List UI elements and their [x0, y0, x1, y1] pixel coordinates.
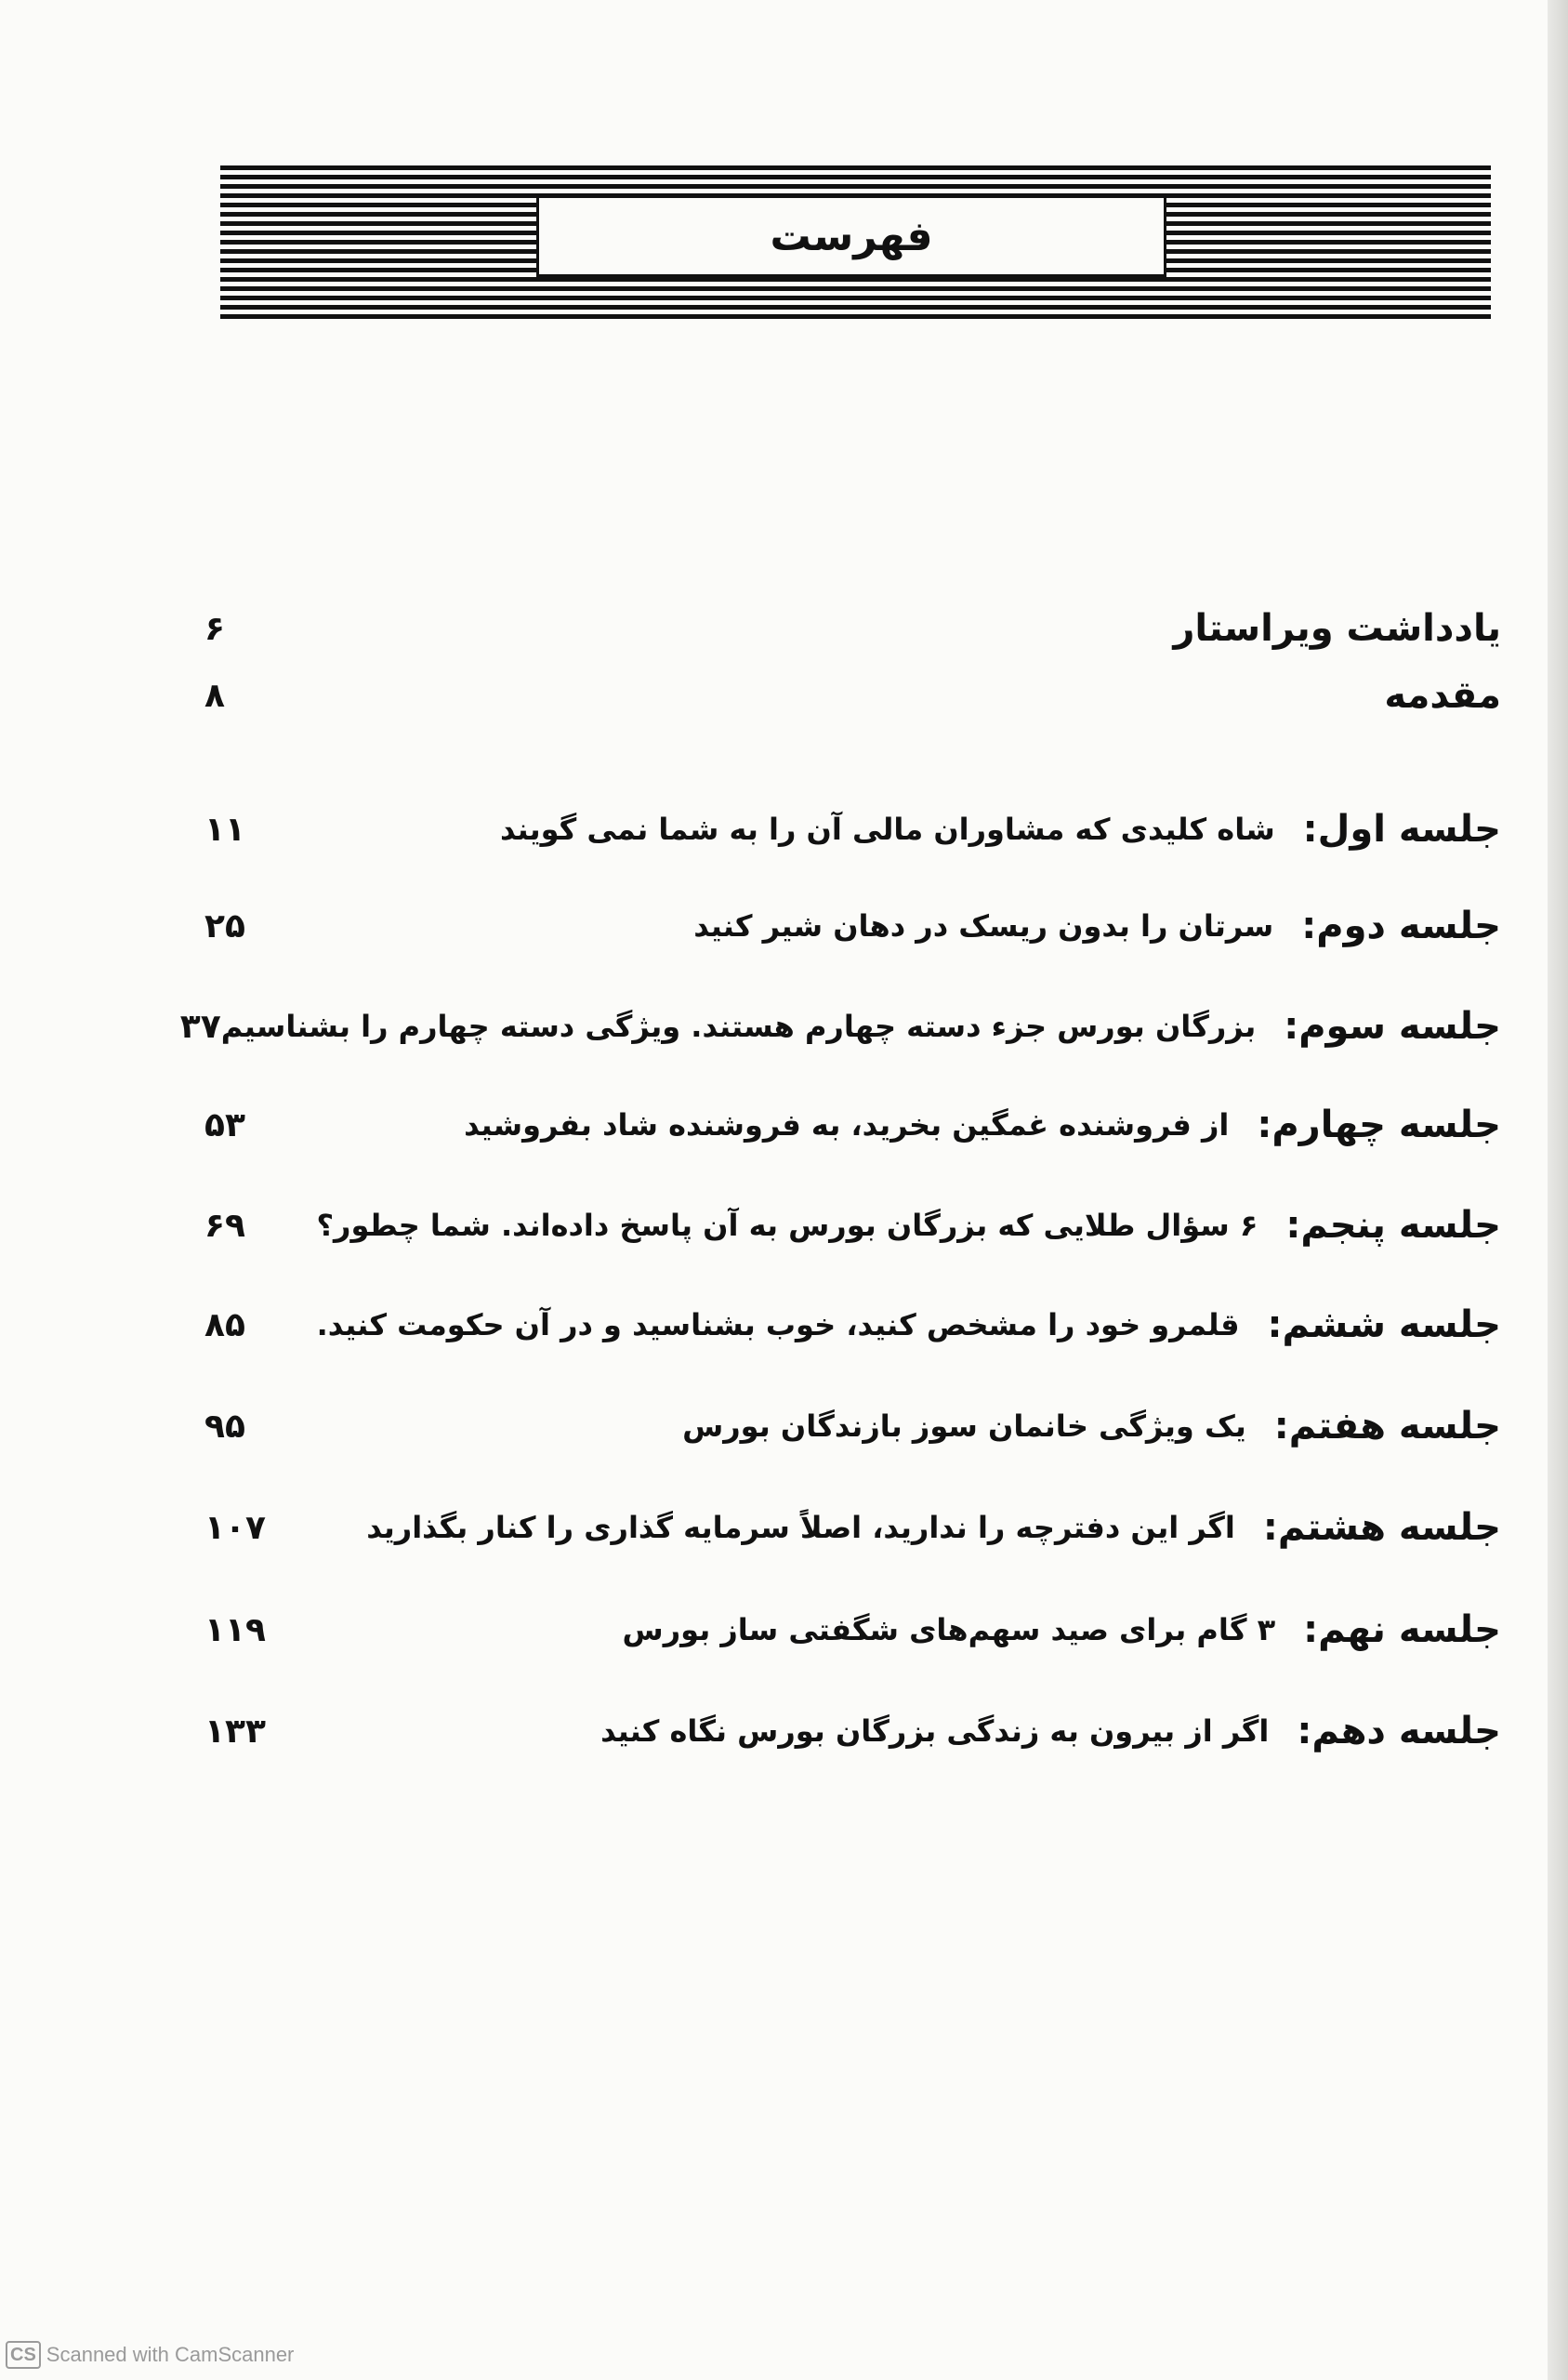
toc-page-number: ۲۵ [204, 906, 245, 945]
toc-page-number: ۹۵ [204, 1407, 245, 1446]
toc-label: جلسه چهارم: [1257, 1104, 1501, 1146]
toc-title: بزرگان بورس جزء دسته چهارم هستند. ویژگی دسته چهارم را بشناسیم [220, 1009, 1257, 1044]
toc-label: جلسه سوم: [1284, 1005, 1501, 1048]
toc-title: سرتان را بدون ریسک در دهان شیر کنید [693, 908, 1274, 944]
toc-label: جلسه هشتم: [1262, 1506, 1501, 1549]
toc-label: یادداشت ویراستار [1173, 607, 1501, 650]
toc-row-session-5 [204, 1188, 1501, 1263]
toc-title: از فروشنده غمگین بخرید، به فروشنده شاد بفروشید [464, 1107, 1230, 1143]
toc-page-number: ۶ [204, 609, 225, 648]
toc-row-session-2 [204, 889, 1501, 963]
toc-title: اگر این دفترچه را ندارید، اصلاً سرمایه گذاری را کنار بگذارید [366, 1510, 1235, 1545]
toc-row-session-6 [204, 1288, 1501, 1362]
toc-row-session-1 [204, 792, 1501, 866]
toc-label: جلسه هفتم: [1273, 1405, 1501, 1448]
toc-page-number: ۶۹ [204, 1206, 245, 1245]
camscanner-text: Scanned with CamScanner [46, 2343, 295, 2366]
toc-title: ۶ سؤال طلایی که بزرگان بورس به آن پاسخ داده‌اند. شما چطور؟ [316, 1208, 1258, 1243]
toc-title: ۳ گام برای صید سهم‌های شگفتی ساز بورس [622, 1612, 1276, 1647]
toc-label: جلسه نهم: [1303, 1608, 1501, 1651]
toc-title: قلمرو خود را مشخص کنید، خوب بشناسید و در آن حکومت کنید. [316, 1307, 1240, 1342]
page-title: فهرست [770, 212, 933, 260]
toc-title: شاه کلیدی که مشاوران مالی آن را به شما نمی گویند [500, 812, 1275, 847]
toc-label: جلسه ششم: [1267, 1303, 1501, 1346]
camscanner-icon: CS [6, 2341, 41, 2369]
toc-row-session-7 [204, 1389, 1501, 1463]
toc-title: یک ویژگی خانمان سوز بازندگان بورس [682, 1408, 1246, 1444]
toc-row-editor-note [204, 591, 1501, 666]
toc-page-number: ۳۷ [179, 1007, 221, 1046]
toc-page-number: ۱۳۳ [204, 1712, 266, 1751]
toc-label: مقدمه [1384, 674, 1501, 717]
toc-label: جلسه پنجم: [1285, 1204, 1501, 1247]
toc-title: اگر از بیرون به زندگی بزرگان بورس نگاه کنید [600, 1713, 1270, 1749]
toc-page-number: ۱۱ [204, 810, 245, 849]
toc-row-session-10 [204, 1694, 1501, 1768]
page-edge-shadow [1548, 0, 1568, 2380]
toc-page-number: ۱۰۷ [204, 1508, 266, 1547]
toc-page-number: ۸ [204, 676, 225, 715]
toc-page-number: ۱۱۹ [204, 1610, 266, 1649]
toc-label: جلسه دهم: [1297, 1710, 1501, 1752]
header-box [536, 195, 1166, 277]
toc-page-number: ۸۵ [204, 1305, 245, 1344]
toc-label: جلسه دوم: [1301, 905, 1501, 947]
toc-row-session-3 [179, 989, 1501, 1064]
toc-row-session-9 [204, 1593, 1501, 1667]
toc-label: جلسه اول: [1302, 808, 1501, 851]
toc-row-session-4 [204, 1088, 1501, 1162]
toc-row-session-8 [204, 1490, 1501, 1565]
camscanner-watermark [6, 2341, 294, 2369]
toc-row-introduction [204, 658, 1501, 733]
toc-page-number: ۵۳ [204, 1105, 245, 1144]
